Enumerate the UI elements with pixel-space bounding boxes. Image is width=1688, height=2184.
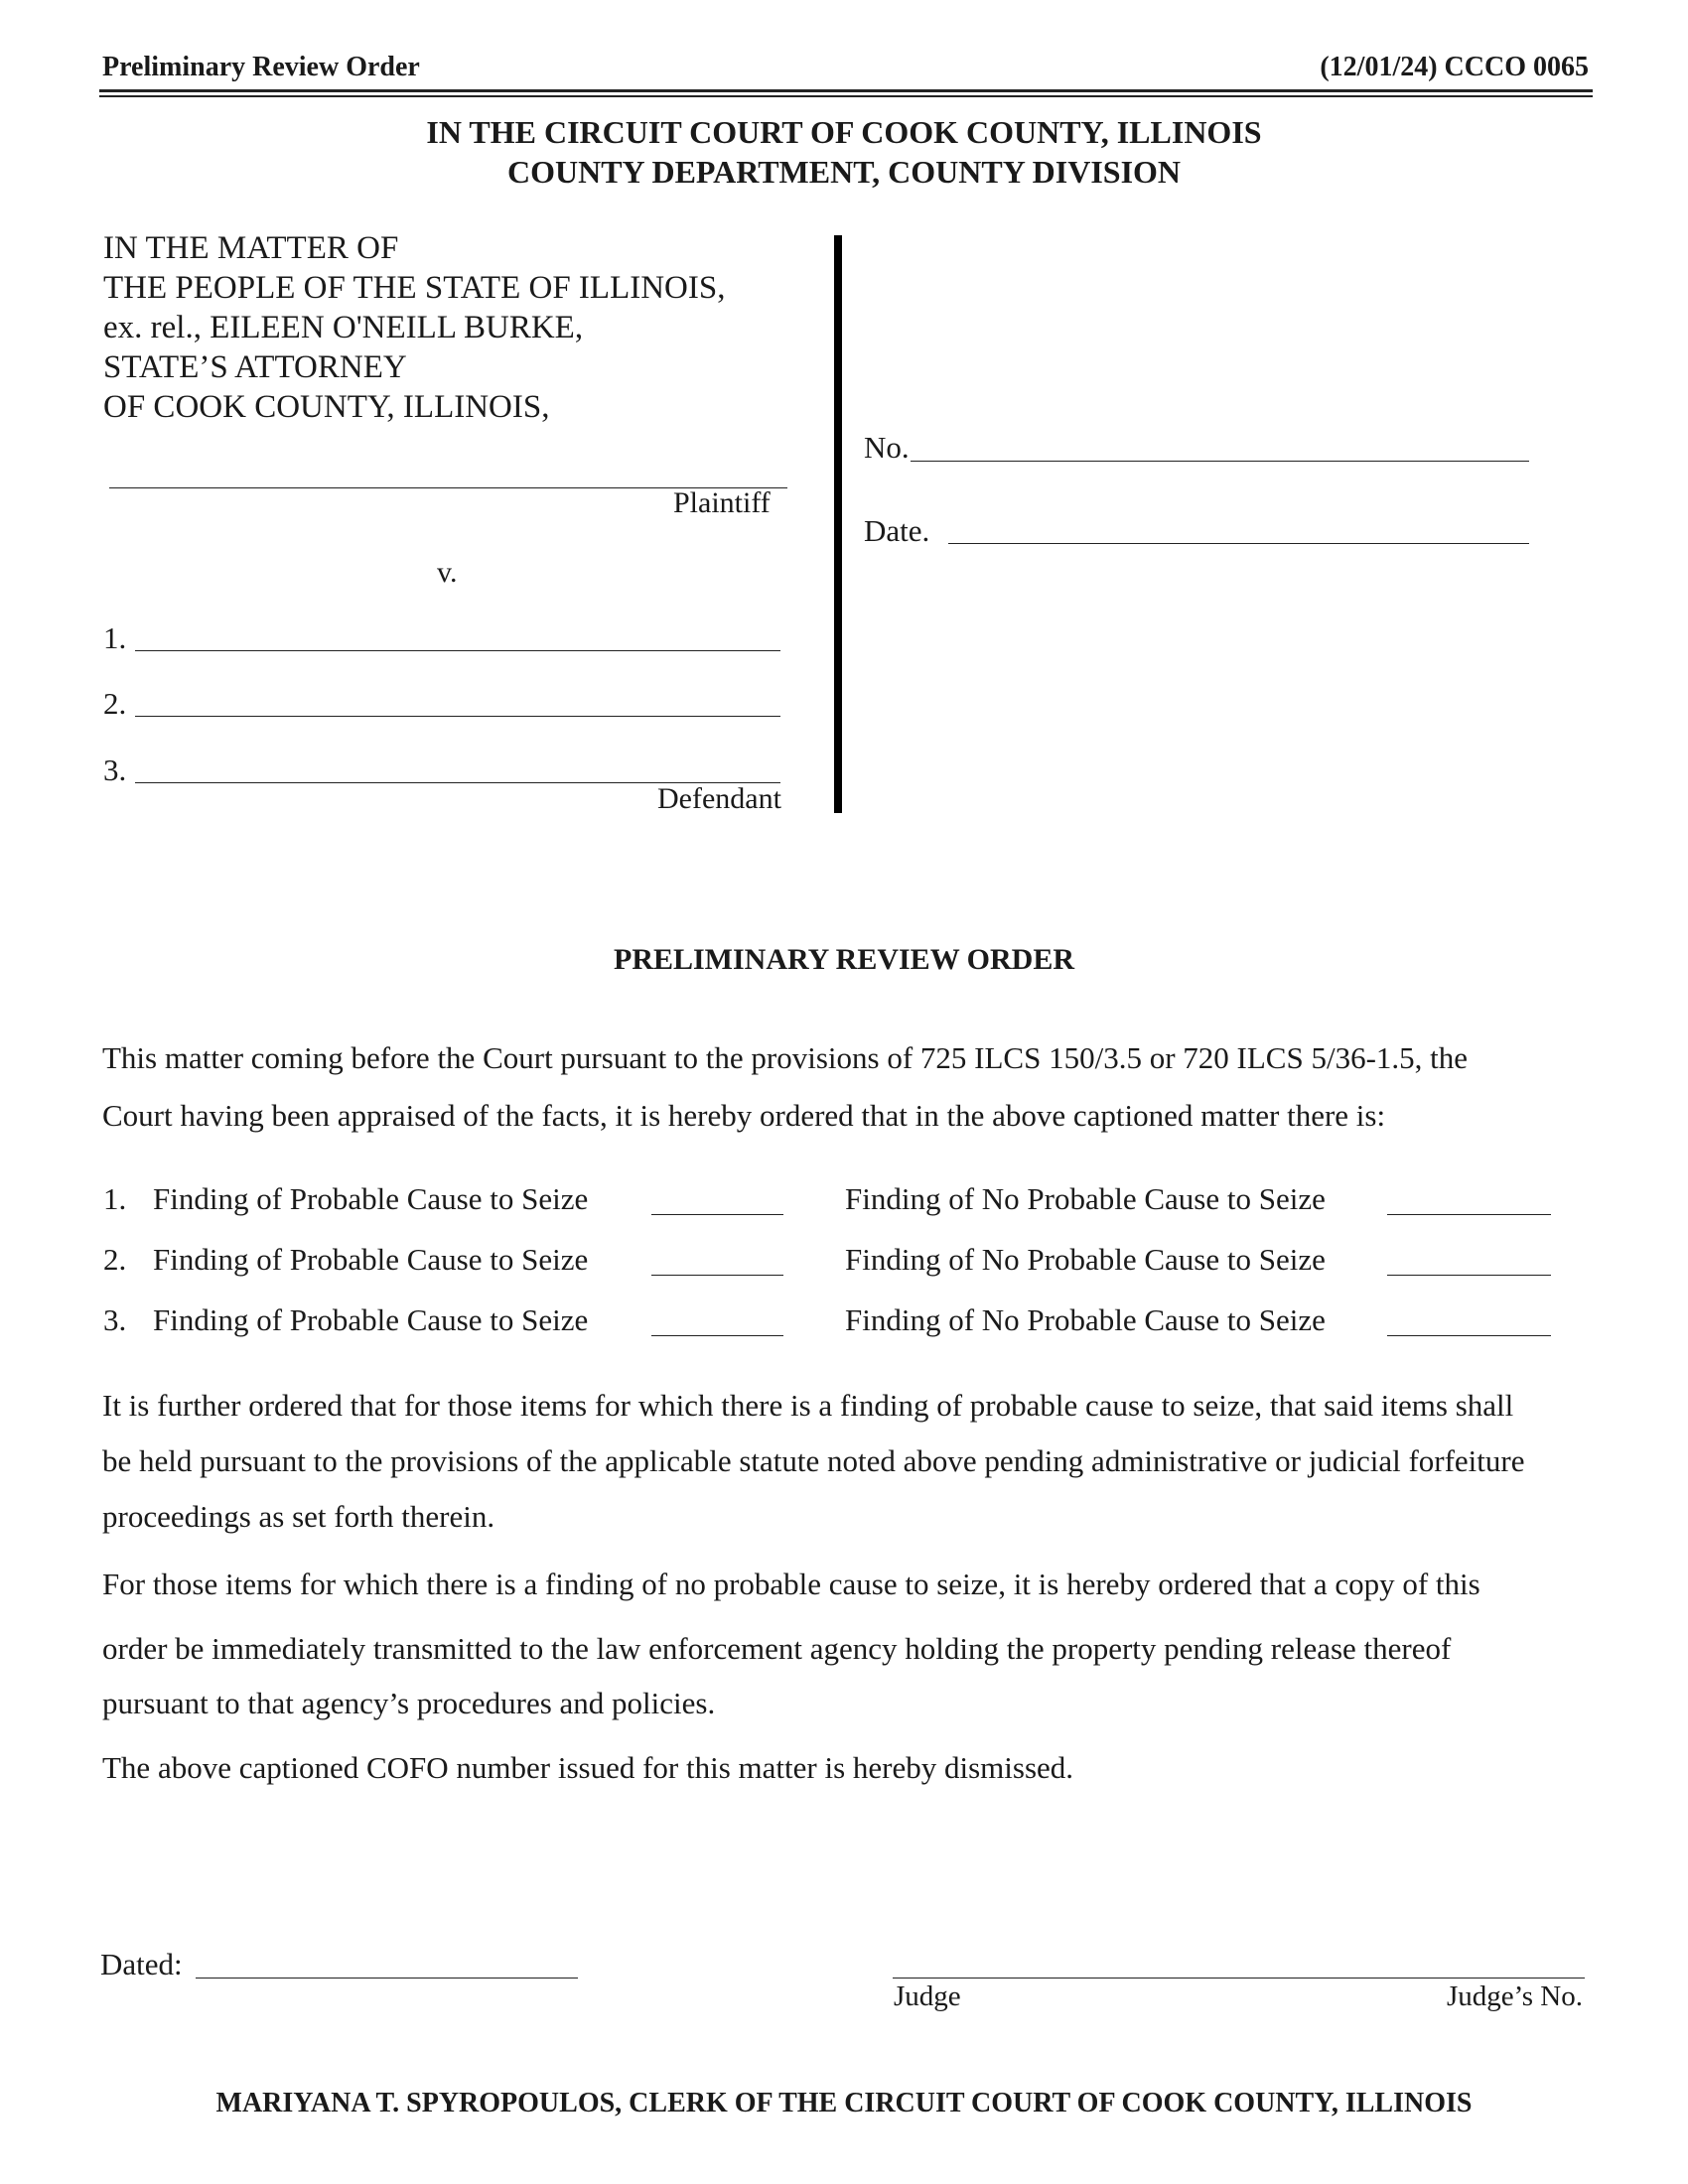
finding-no-probable-label: Finding of No Probable Cause to Seize <box>845 1181 1326 1216</box>
case-no-label: No. <box>864 430 910 465</box>
finding-probable-label: Finding of Probable Cause to Seize <box>153 1302 589 1337</box>
versus-label: v. <box>437 556 458 589</box>
finding-no-probable-label: Finding of No Probable Cause to Seize <box>845 1302 1326 1337</box>
caption-line-1: IN THE MATTER OF <box>103 230 399 266</box>
no-cause-order-line-1: For those items for which there is a finding of no probable cause to seize, it is hereby ordered that a copy of this <box>102 1567 1480 1601</box>
date-line <box>948 543 1529 544</box>
defendant-number-1: 1. <box>103 620 127 655</box>
further-order-line-1: It is further ordered that for those items for which there is a finding of probable cause to seize, that said items shall <box>102 1388 1514 1423</box>
header-rule-top <box>99 89 1593 92</box>
finding-number: 2. <box>103 1242 127 1277</box>
further-order-line-3: proceedings as set forth therein. <box>102 1499 495 1534</box>
finding-probable-blank <box>651 1214 783 1215</box>
finding-no-probable-blank <box>1387 1335 1551 1336</box>
judge-signature-input[interactable] <box>896 1941 1581 1975</box>
finding-number: 1. <box>103 1181 127 1216</box>
no-cause-order-line-3: pursuant to that agency’s procedures and policies. <box>102 1686 716 1720</box>
finding-probable-input[interactable] <box>653 1178 780 1212</box>
header-rule-bottom <box>99 95 1593 97</box>
finding-probable-input[interactable] <box>653 1299 780 1333</box>
intro-line-2: Court having been appraised of the facts, it is hereby ordered that in the above captioned matter there is: <box>102 1098 1386 1133</box>
finding-probable-label: Finding of Probable Cause to Seize <box>153 1242 589 1277</box>
dated-input[interactable] <box>199 1941 574 1975</box>
defendant-line-2 <box>135 716 780 717</box>
caption-line-5: OF COOK COUNTY, ILLINOIS, <box>103 389 550 425</box>
defendant-input-2[interactable] <box>139 679 774 713</box>
defendant-number-2: 2. <box>103 686 127 721</box>
case-no-line <box>911 461 1529 462</box>
plaintiff-label: Plaintiff <box>673 486 771 519</box>
form-code: (12/01/24) CCCO 0065 <box>1320 52 1589 82</box>
dismissal-statement: The above captioned COFO number issued for this matter is hereby dismissed. <box>102 1750 1074 1785</box>
dated-label: Dated: <box>100 1947 183 1981</box>
finding-no-probable-blank <box>1387 1275 1551 1276</box>
no-cause-order-line-2: order be immediately transmitted to the law enforcement agency holding the property pending release thereof <box>102 1631 1452 1666</box>
defendant-label: Defendant <box>657 782 781 815</box>
finding-probable-label: Finding of Probable Cause to Seize <box>153 1181 589 1216</box>
case-no-input[interactable] <box>914 424 1524 458</box>
caption-divider <box>834 235 842 813</box>
finding-no-probable-blank <box>1387 1214 1551 1215</box>
court-department: COUNTY DEPARTMENT, COUNTY DIVISION <box>506 154 1182 190</box>
caption-line-4: STATE’S ATTORNEY <box>103 349 407 385</box>
clerk-footer: MARIYANA T. SPYROPOULOS, CLERK OF THE CIRCUIT COURT OF COOK COUNTY, ILLINOIS <box>215 2088 1473 2118</box>
intro-line-1: This matter coming before the Court pursuant to the provisions of 725 ILCS 150/3.5 or 720 ILCS 5/36-1.5, the <box>102 1040 1469 1075</box>
finding-no-probable-input[interactable] <box>1389 1178 1548 1212</box>
judge-number-label: Judge’s No. <box>1447 1980 1583 2012</box>
defendant-line-1 <box>135 650 780 651</box>
defendant-input-3[interactable] <box>139 746 774 779</box>
finding-probable-blank <box>651 1275 783 1276</box>
caption-line-2: THE PEOPLE OF THE STATE OF ILLINOIS, <box>103 270 726 306</box>
defendant-input-1[interactable] <box>139 614 774 647</box>
finding-probable-blank <box>651 1335 783 1336</box>
dated-line <box>196 1978 578 1979</box>
finding-probable-input[interactable] <box>653 1239 780 1273</box>
judge-label: Judge <box>894 1980 961 2012</box>
court-name: IN THE CIRCUIT COURT OF COOK COUNTY, ILLINOIS <box>426 114 1262 150</box>
judge-signature-line <box>893 1978 1585 1979</box>
finding-no-probable-label: Finding of No Probable Cause to Seize <box>845 1242 1326 1277</box>
finding-no-probable-input[interactable] <box>1389 1299 1548 1333</box>
order-title: PRELIMINARY REVIEW ORDER <box>614 943 1074 976</box>
form-title: Preliminary Review Order <box>102 52 420 82</box>
finding-number: 3. <box>103 1302 127 1337</box>
caption-line-3: ex. rel., EILEEN O'NEILL BURKE, <box>103 310 584 345</box>
finding-no-probable-input[interactable] <box>1389 1239 1548 1273</box>
defendant-number-3: 3. <box>103 752 127 787</box>
date-label: Date. <box>864 513 930 548</box>
date-input[interactable] <box>951 506 1525 540</box>
further-order-line-2: be held pursuant to the provisions of the applicable statute noted above pending administrative or judicial forfeiture <box>102 1443 1525 1478</box>
